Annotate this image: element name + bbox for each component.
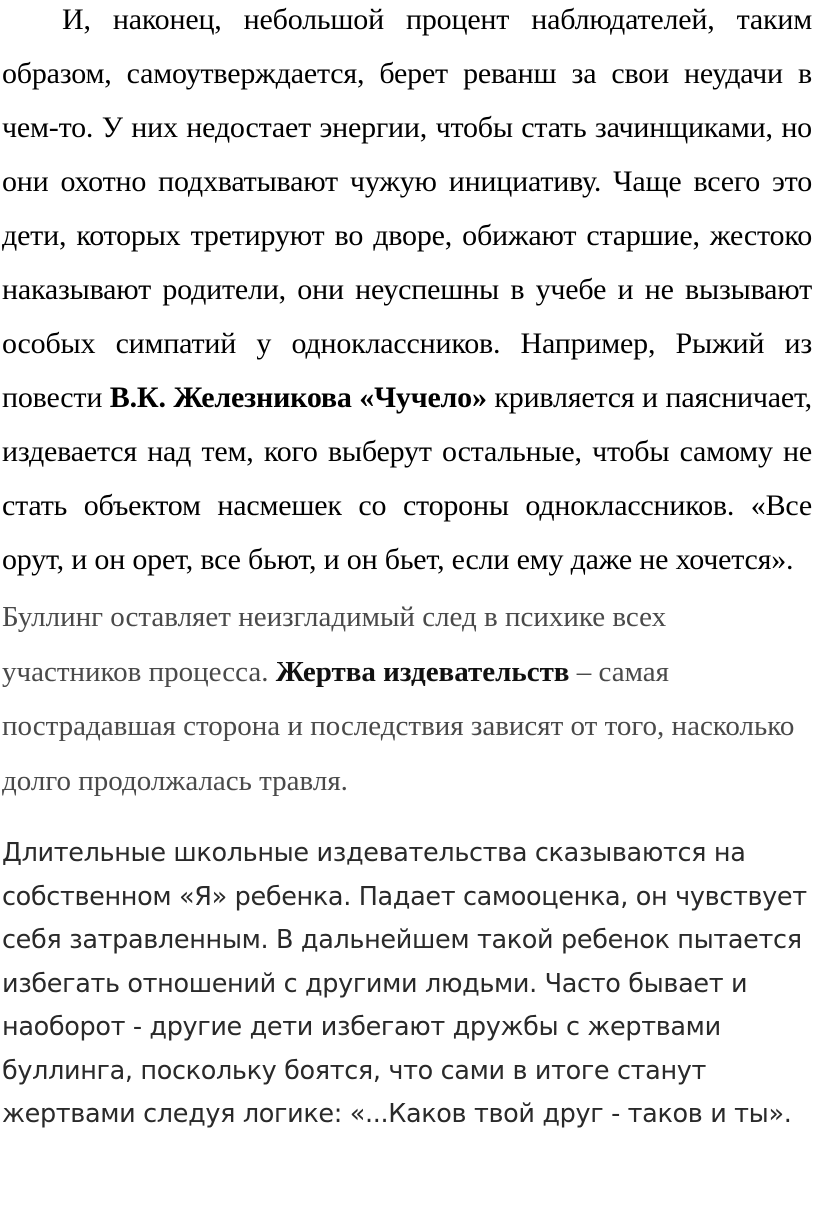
paragraph-observers (2, 0, 812, 587)
book-reference-bold: В.К. Железникова «Чучело» (109, 381, 487, 414)
victim-term-bold: Жертва издевательств (275, 655, 570, 688)
paragraph-long-term-effects: Длительные школьные издевательства сказываются на собственном «Я» ребенка. Падает самооценка, он чувствует себя затравленным. В дальнейшем такой ребенок пытается избегать отношений с другими людьми. Часто бывает и наоборот - другие дети избегают дружбы с жертвами буллинга, поскольку боятся, что сами в итоге станут жертвами следуя логике: «...Каков твой друг - таков и ты». (2, 838, 807, 1129)
paragraph-bullying-text-start: Буллинг оставляет неизгладимый след в психике всех участников процесса. (2, 601, 667, 688)
paragraph-observers-text-start: И, наконец, небольшой процент наблюдателей, таким образом, самоутверждается, берет реванш за свои неудачи в чем-то. У них недостает энергии, чтобы стать зачинщиками, но они охотно подхватывают чужую инициативу. Чаще всего это дети, которых третируют во дворе, обижают старшие, жестоко наказывают родители, они неуспешны в учебе и не вызывают особых симпатий у одноклассников. Например, Рыжий из повести (2, 3, 812, 414)
paragraph-bullying-text-end: – самая пострадавшая сторона и последствия зависят от того, насколько долго продолжалась травля. (2, 655, 795, 797)
paragraph-observers-text-end: кривляется и паясничает, издевается над тем, кого выберут остальные, чтобы самому не стать объектом насмешек со стороны одноклассников. «Все орут, и он орет, все бьют, и он бьет, если ему даже не хочется». (2, 381, 812, 576)
paragraph-bullying-trace (2, 590, 812, 808)
